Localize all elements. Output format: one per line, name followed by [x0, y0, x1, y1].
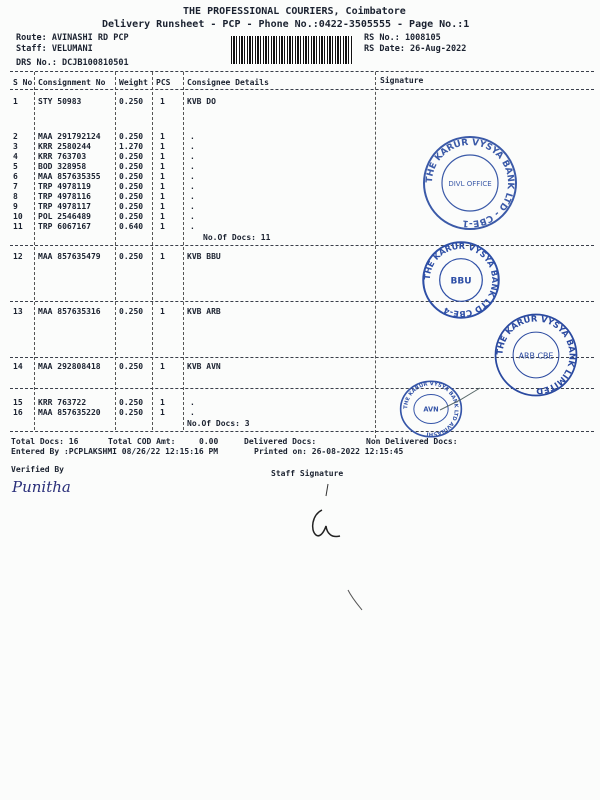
cell-weight: 0.250 — [119, 162, 144, 171]
cell-consignee: . — [190, 408, 195, 417]
cell-pcs: 1 — [160, 362, 165, 371]
cell-consignee: . — [190, 162, 195, 171]
cell-pcs: 1 — [160, 398, 165, 407]
cell-sno: 2 — [13, 132, 18, 141]
cell-consignment: TRP 4978117 — [38, 202, 91, 211]
cell-sno: 16 — [13, 408, 23, 417]
col-weight: Weight — [119, 78, 148, 87]
cell-consignee: . — [190, 212, 195, 221]
cell-consignee: . — [190, 192, 195, 201]
drs-number: DRS No.: DCJB100810501 — [16, 58, 129, 68]
divider — [10, 89, 594, 90]
cell-pcs: 1 — [160, 192, 165, 201]
cell-consignee: . — [190, 132, 195, 141]
stamp-ring-text: THE KARUR VYSYA BANK LTD AVINASHI — [403, 381, 459, 437]
printed-on: Printed on: 26-08-2022 12:15:45 — [254, 447, 404, 456]
stamp-ring-text: THE KARUR VYSYA BANK LTD CBE-4 — [421, 240, 501, 320]
cell-pcs: 1 — [160, 172, 165, 181]
table-row — [0, 405, 600, 418]
route-label: Route: AVINASHI RD PCP — [16, 33, 129, 43]
cell-pcs: 1 — [160, 152, 165, 161]
cell-consignee: . — [190, 152, 195, 161]
cell-consignee: KVB DO — [187, 97, 216, 106]
cell-pcs: 1 — [160, 222, 165, 231]
cell-consignment: KRR 2580244 — [38, 142, 91, 151]
company-name: THE PROFESSIONAL COURIERS, Coimbatore — [183, 6, 406, 17]
cell-weight: 0.250 — [119, 132, 144, 141]
cell-weight: 0.250 — [119, 212, 144, 221]
bank-stamp — [420, 239, 502, 321]
stamp-ring-text: THE KARUR VYSYA BANK LTD - CBE-1 — [424, 137, 516, 229]
rs-number: RS No.: 1008105 — [364, 33, 441, 43]
col-sno: S No — [13, 78, 33, 87]
column-separator — [183, 72, 184, 430]
cell-consignee: . — [190, 172, 195, 181]
stamp-ring-text: THE KARUR VYSYA BANK LIMITED — [494, 313, 578, 397]
cell-consignment: STY 50983 — [38, 97, 82, 106]
stamp-center-text: ARB CBE — [518, 351, 554, 361]
cell-sno: 8 — [13, 192, 18, 201]
table-row — [0, 252, 600, 262]
cell-sno: 1 — [13, 97, 18, 106]
cell-consignment: TRP 6067167 — [38, 222, 91, 231]
stamp-center-text: DIVL OFFICE — [448, 180, 492, 188]
cell-consignment: MAA 292808418 — [38, 362, 101, 371]
cell-weight: 0.640 — [119, 222, 144, 231]
cell-consignee: . — [190, 398, 195, 407]
col-signature: Signature — [380, 76, 424, 85]
cell-consignee: . — [190, 142, 195, 151]
total-cod-value: 0.00 — [199, 437, 219, 446]
cell-pcs: 1 — [160, 307, 165, 316]
stamp-center-text: AVN — [423, 405, 439, 414]
cell-consignment: BOD 328958 — [38, 162, 87, 171]
total-docs: Total Docs: 16 — [11, 437, 79, 446]
docs-count-note: No.Of Docs: 3 — [187, 419, 250, 428]
bank-stamp — [492, 311, 580, 399]
cell-weight: 0.250 — [119, 202, 144, 211]
cell-pcs: 1 — [160, 182, 165, 191]
cell-sno: 4 — [13, 152, 18, 161]
verified-by-label: Verified By — [11, 465, 64, 474]
cell-weight: 0.250 — [119, 172, 144, 181]
verifier-signature: Punitha — [12, 478, 71, 496]
cell-pcs: 1 — [160, 162, 165, 171]
rs-date: RS Date: 26-Aug-2022 — [364, 44, 467, 54]
cell-sno: 7 — [13, 182, 18, 191]
column-separator — [34, 72, 35, 430]
staff-signature-label: Staff Signature — [271, 469, 344, 478]
cell-consignee: . — [190, 222, 195, 231]
cell-consignment: MAA 857635479 — [38, 252, 101, 261]
cell-consignment: KRR 763703 — [38, 152, 87, 161]
cell-consignment: POL 2546489 — [38, 212, 91, 221]
barcode — [231, 36, 353, 64]
cell-pcs: 1 — [160, 97, 165, 106]
cell-sno: 12 — [13, 252, 23, 261]
cell-sno: 10 — [13, 212, 23, 221]
cell-pcs: 1 — [160, 202, 165, 211]
cell-consignment: TRP 4978116 — [38, 192, 91, 201]
cell-sno: 15 — [13, 398, 23, 407]
cell-sno: 5 — [13, 162, 18, 171]
cell-consignment: MAA 857635220 — [38, 408, 101, 417]
cell-weight: 1.270 — [119, 142, 144, 151]
cell-consignment: MAA 291792124 — [38, 132, 101, 141]
table-row — [0, 97, 600, 107]
bank-stamp — [420, 133, 520, 233]
cell-sno: 6 — [13, 172, 18, 181]
staff-label: Staff: VELUMANI — [16, 44, 93, 54]
divider — [10, 431, 594, 432]
cell-consignee: KVB AVN — [187, 362, 221, 371]
cell-consignee: KVB BBU — [187, 252, 221, 261]
table-row — [0, 398, 600, 408]
col-consignee: Consignee Details — [187, 78, 269, 87]
divider — [10, 301, 594, 302]
cell-consignment: KRR 763722 — [38, 398, 87, 407]
cell-weight: 0.250 — [119, 362, 144, 371]
cell-sno: 3 — [13, 142, 18, 151]
cell-consignee: . — [190, 202, 195, 211]
staff-signature-mark — [300, 480, 380, 630]
cell-sno: 14 — [13, 362, 23, 371]
cell-consignment: MAA 857635355 — [38, 172, 101, 181]
total-cod-label: Total COD Amt: — [108, 437, 176, 446]
divider — [10, 71, 594, 72]
cell-consignee: . — [190, 182, 195, 191]
signature-scribble — [380, 380, 500, 430]
cell-pcs: 1 — [160, 212, 165, 221]
cell-sno: 9 — [13, 202, 18, 211]
entered-by: Entered By :PCPLAKSHMI 08/26/22 12:15:16 PM — [11, 447, 219, 456]
cell-pcs: 1 — [160, 132, 165, 141]
cell-consignment: MAA 857635316 — [38, 307, 101, 316]
cell-sno: 13 — [13, 307, 23, 316]
cell-pcs: 1 — [160, 142, 165, 151]
col-consignment: Consignment No — [38, 78, 106, 87]
cell-weight: 0.250 — [119, 97, 144, 106]
cell-weight: 0.250 — [119, 408, 144, 417]
cell-weight: 0.250 — [119, 182, 144, 191]
cell-weight: 0.250 — [119, 252, 144, 261]
cell-weight: 0.250 — [119, 152, 144, 161]
col-pcs: PCS — [156, 78, 171, 87]
cell-consignment: TRP 4978119 — [38, 182, 91, 191]
column-separator — [152, 72, 153, 430]
cell-weight: 0.250 — [119, 398, 144, 407]
cell-pcs: 1 — [160, 408, 165, 417]
runsheet-title: Delivery Runsheet - PCP - Phone No.:0422-3505555 - Page No.:1 — [102, 19, 470, 30]
cell-weight: 0.250 — [119, 192, 144, 201]
cell-sno: 11 — [13, 222, 23, 231]
non-delivered-docs: Non Delivered Docs: — [366, 437, 458, 446]
divider — [10, 245, 594, 246]
cell-consignee: KVB ARB — [187, 307, 221, 316]
delivered-docs: Delivered Docs: — [244, 437, 317, 446]
cell-pcs: 1 — [160, 252, 165, 261]
cell-weight: 0.250 — [119, 307, 144, 316]
docs-count-note: No.Of Docs: 11 — [203, 233, 271, 242]
stamp-center-text: BBU — [450, 276, 472, 287]
column-separator — [115, 72, 116, 430]
